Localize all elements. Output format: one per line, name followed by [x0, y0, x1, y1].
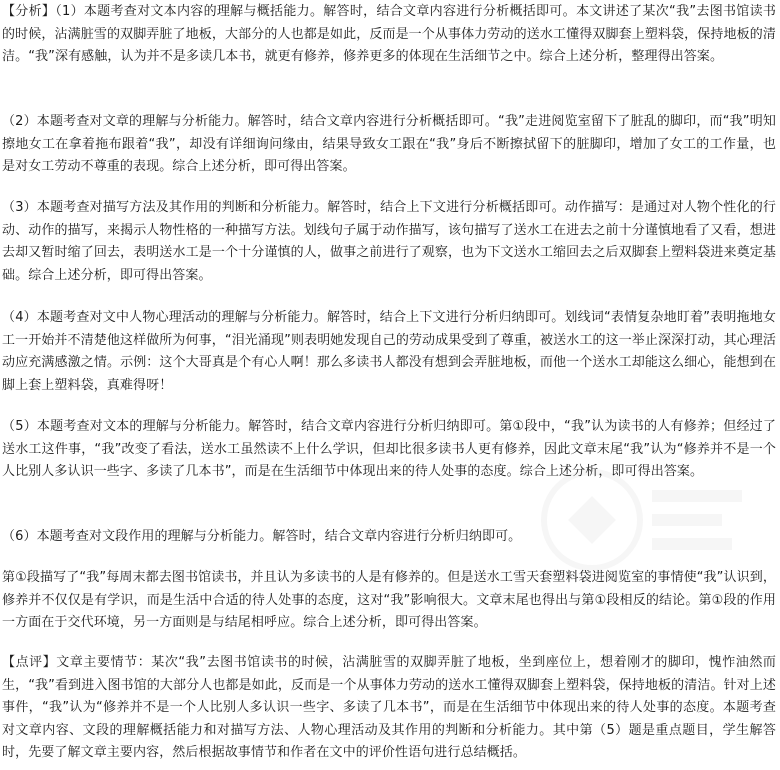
comment-label: 【点评】 — [2, 655, 57, 670]
analysis-paragraph-2: （2）本题考查对文章的理解与分析能力。解答时，结合文章内容进行分析概括即可。“我”走进阅览室留下了脏乱的脚印，而“我”明知擦地女工在拿着拖布跟着“我”，却没有详细询问缘由，结果导致女工跟在“我”身后不断擦拭留下的脏脚印，增加了女工的工作量，也是对女工劳动不尊重的表现。综合上述分析，即可得出答案。 — [2, 114, 776, 174]
analysis-paragraph-5: （5）本题考查对文本的理解与分析能力。解答时，结合文章内容进行分析归纳即可。第①段中，“我”认为读书的人有修养；但经过了送水工这件事，“我”改变了看法，送水工虽然读不上什么学识，但却比很多读书人更有修养，因此文章末尾“我”认为“修养并不是一个人比别人多认识一些字、多读了几本书”，而是在生活细节中体现出来的待人处事的态度。综合上述分析，即可得出答案。 — [2, 419, 776, 479]
analysis-text-1: （1）本题考查对文本内容的理解与概括能力。解答时，结合文章内容进行分析概括即可。本文讲述了某次“我”去图书馆读书的时候，沾满脏雪的双脚弄脏了地板，大部分的人也都是如此，反而是一个从事体力劳动的送水工懂得双脚套上塑料袋，保持地板的清洁。“我”深有感触，认为并不是多读几本书，就更有修养，修养更多的体现在生活细节之中。综合上述分析，整理得出答案。 — [2, 4, 776, 64]
answer-explanation-document — [2, 0, 776, 770]
comment-text: 文章主要情节：某次“我”去图书馆读书的时候，沾满脏雪的双脚弄脏了地板，坐到座位上，想着刚才的脚印，愧怍油然而生，“我”看到进入图书馆的大部分人也都是如此，反而是一个从事体力劳动的送水工懂得双脚套上塑料袋，保持地板的清洁。针对上述事件，“我”认为“修养并不是一个人比别人多认识一些字、多读了几本书”，而是在生活细节中体现出来的待人处事的态度。本题考查对文章内容、文段的理解概括能力和对描写方法、人物心理活动及其作用的判断和分析能力。其中第（5）题是重点题目，学生解答时，先要了解文章主要内容，然后根据故事情节和作者在文中的评价性语句进行总结概括。 — [2, 655, 776, 760]
analysis-paragraph-3: （3）本题考查对描写方法及其作用的判断和分析能力。解答时，结合上下文进行分析概括即可。动作描写：是通过对人物个性化的行动、动作的描写，来揭示人物性格的一种描写方法。划线句子属于动作描写，该句描写了送水工在进去之前十分谨慎地看了又看，想进去却又暂时缩了回去，表明送水工是一个十分谨慎的人，做事之前进行了观察，也为下文送水工缩回去之后双脚套上塑料袋进来奠定基础。综合上述分析，即可得出答案。 — [2, 200, 776, 283]
analysis-paragraph-4: （4）本题考查对文中人物心理活动的理解与分析能力。解答时，结合上下文进行分析归纳即可。划线词“表情复杂地盯着”表明拖地女工一开始并不清楚他这样做所为何事，“泪光涌现”则表明她发现自己的劳动成果受到了尊重，被送水工的这一举止深深打动，其心理活动应充满感激之情。示例：这个大哥真是个有心人啊！那么多读书人都没有想到会弄脏地板，而他一个送水工却能这么细心，能想到在脚上套上塑料袋，真难得呀！ — [2, 310, 776, 393]
analysis-paragraph-1 — [2, 1, 776, 69]
analysis-label: 【分析】 — [2, 4, 56, 19]
analysis-paragraph-7: 第①段描写了“我”每周末都去图书馆读书，并且认为多读书的人是有修养的。但是送水工雪天套塑料袋进阅览室的事情使“我”认识到，修养并不仅仅是有学识，而是生活中合适的待人处事的态度，这对“我”影响很大。文章末尾也得出与第①段相反的结论。第①段的作用一方面在于交代环境，另一方面则是与结尾相呼应。综合上述分析，即可得出答案。 — [2, 570, 776, 630]
comment-paragraph — [2, 652, 776, 765]
analysis-paragraph-6: （6）本题考查对文段作用的理解与分析能力。解答时，结合文章内容进行分析归纳即可。 — [2, 529, 522, 544]
